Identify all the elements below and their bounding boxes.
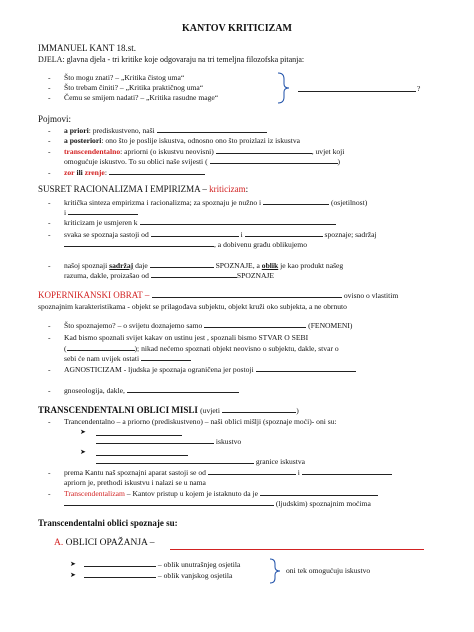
bullet-dash: -: [48, 417, 51, 426]
opazanje-1: – oblik unutrašnjeg osjetila: [157, 560, 241, 569]
susret-l4d: SPOZNAJE, a: [215, 261, 260, 270]
answer-blank: [64, 240, 214, 247]
opazanje-1-line: [84, 560, 240, 569]
koper-line-c2: ( ); nikad nećemo spoznati objekt neovisno o subjektu, dakle, stvar o: [64, 344, 339, 353]
susret-line-3-cont: [64, 240, 307, 249]
trans-oblici-end: ): [296, 406, 299, 415]
apriori-term: a priori: [64, 126, 89, 135]
trans-def-4: ): [337, 157, 341, 166]
trans-oblici-l5a: – Kantov pristup u kojem je istaknuto da je: [124, 489, 258, 498]
susret-l4h: SPOZNAJE: [236, 271, 275, 280]
koper-c2: ); nikad nećemo spoznati objekt neovisno o subjektu, dakle, stvar o: [134, 344, 339, 353]
susret-l3a: svaka se spoznaja sastoji od: [64, 230, 149, 239]
bullet-dash: -: [48, 468, 51, 477]
answer-blank: [68, 208, 138, 215]
kopernikanski-line: [38, 291, 398, 300]
answer-blank: [140, 218, 336, 225]
question-2: Što trebam činiti? – „Kritika praktičnog uma“: [64, 83, 204, 92]
opazanje-2: – oblik vanjskog osjetila: [157, 571, 233, 580]
answer-blank: [204, 321, 306, 328]
susret-line-4: [64, 261, 343, 270]
susret-line-4-cont: [64, 271, 274, 280]
oblici-opazanja-line: [54, 538, 154, 549]
answer-blank: [96, 457, 254, 464]
apriori-line: [64, 126, 267, 135]
trans-def-3: omogućuje iskustvo. To su oblici naše svijesti (: [64, 157, 208, 166]
bullet-dash: -: [48, 126, 51, 135]
answer-blank: [64, 499, 274, 506]
opazanje-3: oni tek omogućuju iskustvo: [286, 566, 371, 575]
koper-b2: (FENOMENI): [308, 321, 353, 330]
bullet-dash: -: [48, 198, 51, 207]
bullet-dash: -: [48, 489, 51, 498]
answer-blank: [96, 435, 182, 436]
bullet-dash: -: [48, 230, 51, 239]
arrow-bullet-icon: ➤: [70, 560, 76, 568]
bullet-dash: -: [48, 136, 51, 145]
arrow-bullet-icon: ➤: [70, 571, 76, 579]
susret-l4f: je kao produkt našeg: [280, 261, 344, 270]
trans-def-2: , uvjet koji: [311, 147, 345, 156]
susret-l3d: , a dobivenu građu oblikujemo: [214, 240, 308, 249]
answer-blank: [141, 354, 191, 361]
answer-blank: [245, 230, 323, 237]
koper-e1: gnoseologija, dakle,: [64, 386, 125, 395]
answer-blank: [222, 406, 296, 413]
red-answer-line: [170, 549, 424, 550]
answer-blank: [152, 291, 342, 298]
trans-line-1: [64, 147, 344, 156]
trans-oblici-l4c: apriorn je, prethodi iskustvu i nalazi se u nama: [64, 478, 206, 487]
answer-blank: [260, 489, 378, 496]
zrenje-term: zrenje: [84, 168, 105, 177]
koper-c1: Kad bismo spoznali svijet kakav on ustinu jest , spoznali bismo STVAR O SEBI: [64, 333, 309, 342]
trans-oblici-line: [38, 406, 299, 415]
trans-oblici-uvjeti: (uvjeti: [200, 406, 220, 415]
answer-blank: [150, 261, 214, 268]
sadrzaj-term: sadržaj: [109, 261, 134, 270]
koper-line-e: [64, 386, 239, 395]
susret-l2: kriticizam je usmjeren k: [64, 218, 138, 227]
curly-brace-icon: [276, 71, 292, 105]
answer-blank: [84, 571, 156, 578]
kopernikanski-heading: KOPERNIKANSKI OBRAT –: [38, 290, 150, 300]
answer-blank: [109, 168, 205, 175]
susret-line-1: [64, 198, 367, 207]
answer-blank: [302, 468, 392, 475]
aposteriori-def: : ono što je poslije iskustva, odnosno ono što proizlazi iz iskustva: [101, 136, 301, 145]
trans-oblici-l4a: prema Kantu naš spoznajni aparat sastoji se od: [64, 468, 206, 477]
susret-l4c: daje: [135, 261, 148, 270]
answer-blank: [157, 126, 267, 133]
koper-d1: AGNOSTICIZAM - ljudska je spoznaja ograničena jer postoji: [64, 365, 254, 374]
bullet-dash: -: [48, 168, 51, 177]
koper-line-c3: [64, 354, 191, 363]
aposteriori-line: [64, 136, 300, 145]
zor-colon: :: [104, 168, 107, 177]
answer-blank: [151, 271, 237, 278]
djela-line: DJELA: glavna djela - tri kritike koje odgovaraju na tri temeljna filozofska pitanja:: [38, 55, 305, 64]
aposteriori-term: a posteriori: [64, 136, 102, 145]
arrow-bullet-icon: ➤: [80, 448, 86, 456]
koper-line-b: [64, 321, 352, 330]
zor-line: [64, 168, 205, 177]
answer-blank: [216, 147, 312, 154]
susret-l3c: spoznaje; sadržaj: [324, 230, 377, 239]
question-mark: ?: [417, 84, 421, 93]
susret-line-3: [64, 230, 377, 239]
trans-oblici-l3: granice iskustva: [255, 457, 306, 466]
susret-heading-end: :: [245, 184, 249, 194]
trans-oblici-l2: iskustvo: [215, 437, 242, 446]
trans-oblici-l3-line: [96, 457, 305, 466]
pojmovi-heading: Pojmovi:: [38, 114, 72, 124]
susret-heading-text: SUSRET RACIONALIZMA I EMPIRIZMA –: [38, 184, 210, 194]
susret-l1a: kritička sinteza empirizma i racionalizma; za spoznaju je nužno i: [64, 198, 262, 207]
bullet-dash: -: [48, 365, 51, 374]
susret-l3b: i: [240, 230, 243, 239]
bullet-dash: -: [48, 83, 51, 92]
question-1: Što mogu znati? – „Kritika čistog uma“: [64, 73, 185, 82]
curly-brace-icon: [268, 557, 282, 585]
bullet-dash: -: [48, 333, 51, 342]
bullet-dash: -: [48, 218, 51, 227]
opazanje-2-line: [84, 571, 232, 580]
answer-blank: [151, 230, 239, 237]
oblik-term: oblik: [261, 261, 279, 270]
bullet-dash: -: [48, 93, 51, 102]
spoznaje-heading: Transcendentalni oblici spoznaje su:: [38, 518, 178, 528]
trans-def-1: : apriorni (o iskustvu neovisni): [120, 147, 214, 156]
koper-b1: Što spoznajemo? – o svijetu doznajemo samo: [64, 321, 203, 330]
answer-blank: [96, 455, 188, 456]
trans-oblici-l5-cont: [64, 499, 371, 508]
author-line: IMMANUEL KANT 18.st.: [38, 43, 136, 53]
answer-blank: [210, 157, 338, 164]
bullet-dash: -: [48, 261, 51, 270]
koper-line-d: [64, 365, 356, 374]
answer-blank: [298, 91, 416, 92]
bullet-dash: -: [48, 147, 51, 156]
question-3: Čemu se smijem nadati? – „Kritika rasudne mage“: [64, 93, 219, 102]
answer-blank: [263, 198, 329, 205]
susret-l4g: razuma, dakle, proizašao od: [64, 271, 149, 280]
trans-oblici-l2-line: [96, 437, 241, 446]
susret-line-2: [64, 218, 336, 227]
susret-l1c: i: [64, 208, 67, 217]
trans-oblici-l5b: (ljudskim) spoznajnim moćima: [275, 499, 371, 508]
apriori-def: : prediskustveno, naši: [88, 126, 155, 135]
answer-blank: [84, 560, 156, 567]
koper-a2: spoznajnim karakteristikama - objekt se prilagođava subjektu, objekt kruži oko subjekta, a ne obrnuto: [38, 302, 347, 311]
answer-blank: [67, 344, 135, 351]
answer-blank: [208, 468, 296, 475]
susret-l1b: (osjetilnost): [330, 198, 368, 207]
answer-blank: [256, 365, 356, 372]
bullet-dash: -: [48, 321, 51, 330]
kriticizam-term: kriticizam: [209, 184, 246, 194]
koper-a1: ovisno o vlastitim: [343, 291, 399, 300]
bullet-dash: -: [48, 73, 51, 82]
arrow-bullet-icon: ➤: [80, 428, 86, 436]
answer-blank: [96, 437, 214, 444]
bullet-dash: -: [48, 386, 51, 395]
page-title: KANTOV KRITICIZAM: [182, 23, 292, 34]
section-letter-a: A.: [54, 538, 64, 548]
transcendentalizam-term: Transcendentalizam: [64, 489, 125, 498]
trans-oblici-heading: TRANSCENDENTALNI OBLICI MISLI: [38, 405, 198, 415]
trans-line-2: [64, 157, 340, 166]
trans-oblici-l5-line: [64, 489, 378, 498]
zor-term: zor: [64, 168, 75, 177]
susret-l4a: našoj spoznaji: [64, 261, 108, 270]
trans-oblici-l1: Trancendentalno – a priorno (prediskustveno) – naši oblici mišlji (spoznaje moći)- oni su:: [64, 417, 337, 426]
trans-oblici-l4b: i: [297, 468, 300, 477]
susret-line-1-cont: [64, 208, 138, 217]
trans-term: transcendentalno: [64, 147, 121, 156]
koper-c3: sebi će nam uvijek ostati: [64, 354, 140, 363]
susret-heading: [38, 185, 248, 194]
zor-ili: ili: [76, 168, 83, 177]
answer-blank: [127, 386, 239, 393]
trans-oblici-l4-line: [64, 468, 392, 477]
oblici-opazanja-title: OBLICI OPAŽANJA –: [65, 538, 155, 548]
